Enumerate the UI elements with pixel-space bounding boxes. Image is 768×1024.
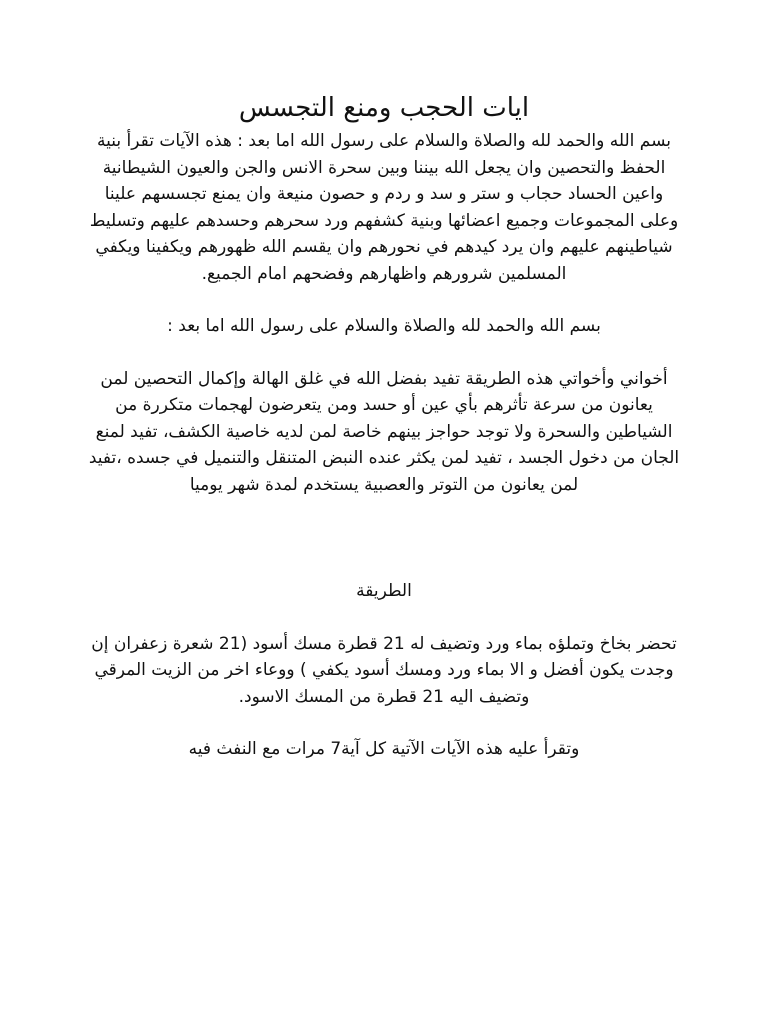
- spacer: [88, 710, 680, 736]
- method-paragraph: تحضر بخاخ وتملؤه بماء ورد وتضيف له 21 قطرة مسك أسود (21 شعرة زعفران إن وجدت يكون أفضل و الا بماء ورد ومسك أسود يكفي ) ووعاء اخر من الزيت المرقي وتضيف اليه 21 قطرة من المسك الاسود.: [91, 633, 677, 707]
- document-page: [88, 88, 680, 763]
- method-heading: الطريقة: [356, 581, 412, 601]
- intro-paragraph: بسم الله والحمد لله والصلاة والسلام على رسول الله اما بعد : هذه الآيات تقرأ بنية الحفظ والتحصين وان يجعل الله بيننا وبين سحرة الانس والجن والعيون الشيطانية واعين الحساد حجاب و ستر و سد و ردم و حصون منيعة وان يمنع تجسسهم علينا وعلى المجموعات وجميع اعضائها وبنية كشفهم ورد سحرهم وحسدهم عليهم وتسليط شياطينهم عليهم وان يرد كيدهم في نحورهم وان يقسم الله ظهورهم ويكفينا ويكفي المسلمين شرورهم واظهارهم وفضحهم امام الجميع.: [89, 131, 679, 284]
- spacer: [88, 287, 680, 313]
- spacer: [88, 498, 680, 578]
- instruction-line: وتقرأ عليه هذه الآيات الآتية كل آية7 مرات مع النفث فيه: [188, 739, 580, 759]
- spacer: [88, 340, 680, 366]
- greeting-line: بسم الله والحمد لله والصلاة والسلام على رسول الله اما بعد :: [167, 316, 601, 336]
- spacer: [88, 605, 680, 631]
- description-paragraph: أخواني وأخواتي هذه الطريقة تفيد بفضل الله في غلق الهالة وإكمال التحصين لمن يعانون من سرعة تأثرهم بأي عين أو حسد ومن يتعرضون لهجمات متكررة من الشياطين والسحرة ولا توجد حواجز بينهم خاصة لمن لديه خاصية الكشف، تفيد لمنع الجان من دخول الجسد ، تفيد لمن يكثر عنده النبض المتنقل والتنميل في جسده ،تفيد لمن يعانون من التوتر والعصبية يستخدم لمدة شهر يوميا: [88, 368, 680, 495]
- document-title: ايات الحجب ومنع التجسس: [238, 93, 530, 123]
